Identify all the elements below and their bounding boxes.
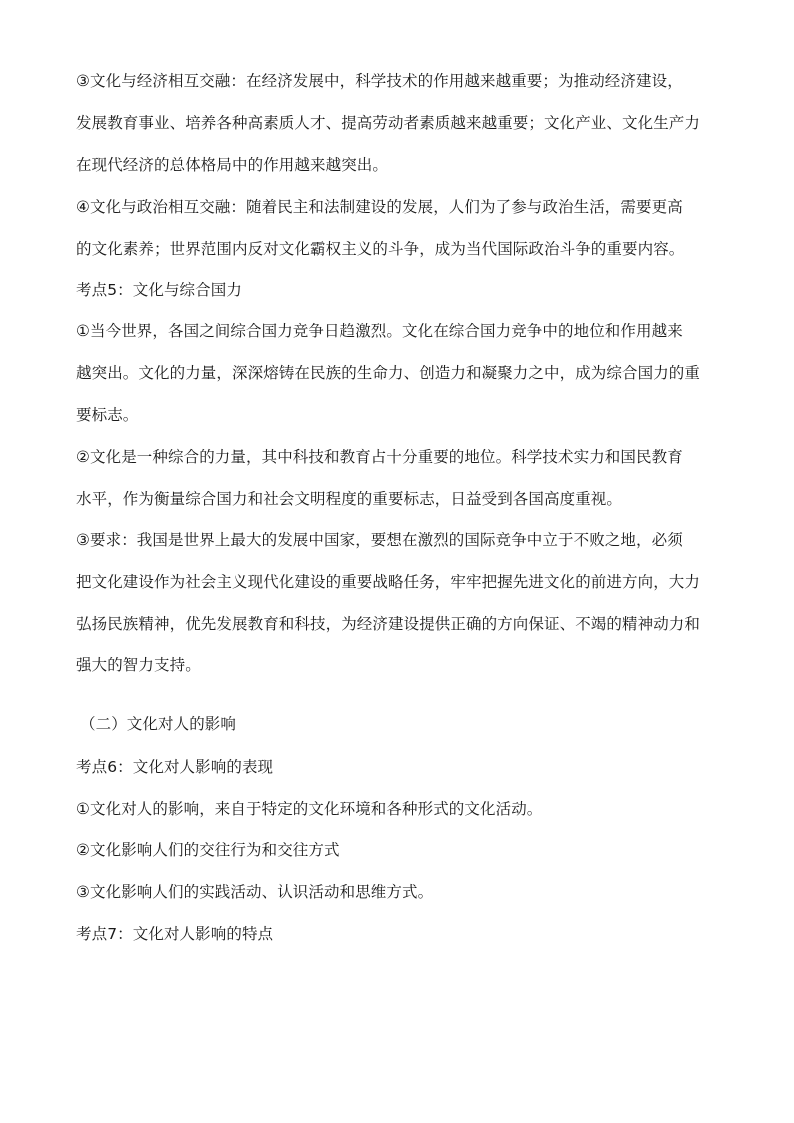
text-line: 弘扬民族精神，优先发展教育和科技，为经济建设提供正确的方向保证、不竭的精神动力和 xyxy=(76,615,701,633)
text-line: 水平，作为衡量综合国力和社会文明程度的重要标志，日益受到各国高度重视。 xyxy=(76,490,623,508)
text-line: ①当今世界，各国之间综合国力竞争日趋激烈。文化在综合国力竞争中的地位和作用越来 xyxy=(76,322,683,340)
text-line: 发展教育事业、培养各种高素质人才、提高劳动者素质越来越重要；文化产业、文化生产力 xyxy=(76,114,701,132)
text-line: ③文化与经济相互交融：在经济发展中，科学技术的作用越来越重要；为推动经济建设， xyxy=(76,72,683,90)
section-title-kaodian5: 考点5：文化与综合国力 xyxy=(76,281,242,299)
text-line: 越突出。文化的力量，深深熔铸在民族的生命力、创造力和凝聚力之中，成为综合国力的重 xyxy=(76,364,701,382)
text-line: 的文化素养；世界范围内反对文化霸权主义的斗争，成为当代国际政治斗争的重要内容。 xyxy=(76,240,685,258)
text-line: ③要求：我国是世界上最大的发展中国家，要想在激烈的国际竞争中立于不败之地，必须 xyxy=(76,531,683,549)
text-line: ④文化与政治相互交融：随着民主和法制建设的发展，人们为了参与政治生活，需要更高 xyxy=(76,198,683,216)
text-line: ③文化影响人们的实践活动、认识活动和思维方式。 xyxy=(76,883,434,901)
text-line: 在现代经济的总体格局中的作用越来越突出。 xyxy=(76,156,389,174)
section-heading-2: （二）文化对人的影响 xyxy=(80,715,237,733)
text-line: 要标志。 xyxy=(76,406,139,424)
section-title-kaodian7: 考点7：文化对人影响的特点 xyxy=(76,925,274,943)
section-title-kaodian6: 考点6：文化对人影响的表现 xyxy=(76,758,274,776)
text-line: 把文化建设作为社会主义现代化建设的重要战略任务，牢牢把握先进文化的前进方向，大力 xyxy=(76,573,701,591)
text-line: ②文化是一种综合的力量，其中科技和教育占十分重要的地位。科学技术实力和国民教育 xyxy=(76,448,683,466)
text-line: ①文化对人的影响，来自于特定的文化环境和各种形式的文化活动。 xyxy=(76,800,543,818)
text-line: ②文化影响人们的交往行为和交往方式 xyxy=(76,841,340,859)
text-line: 强大的智力支持。 xyxy=(76,656,201,674)
